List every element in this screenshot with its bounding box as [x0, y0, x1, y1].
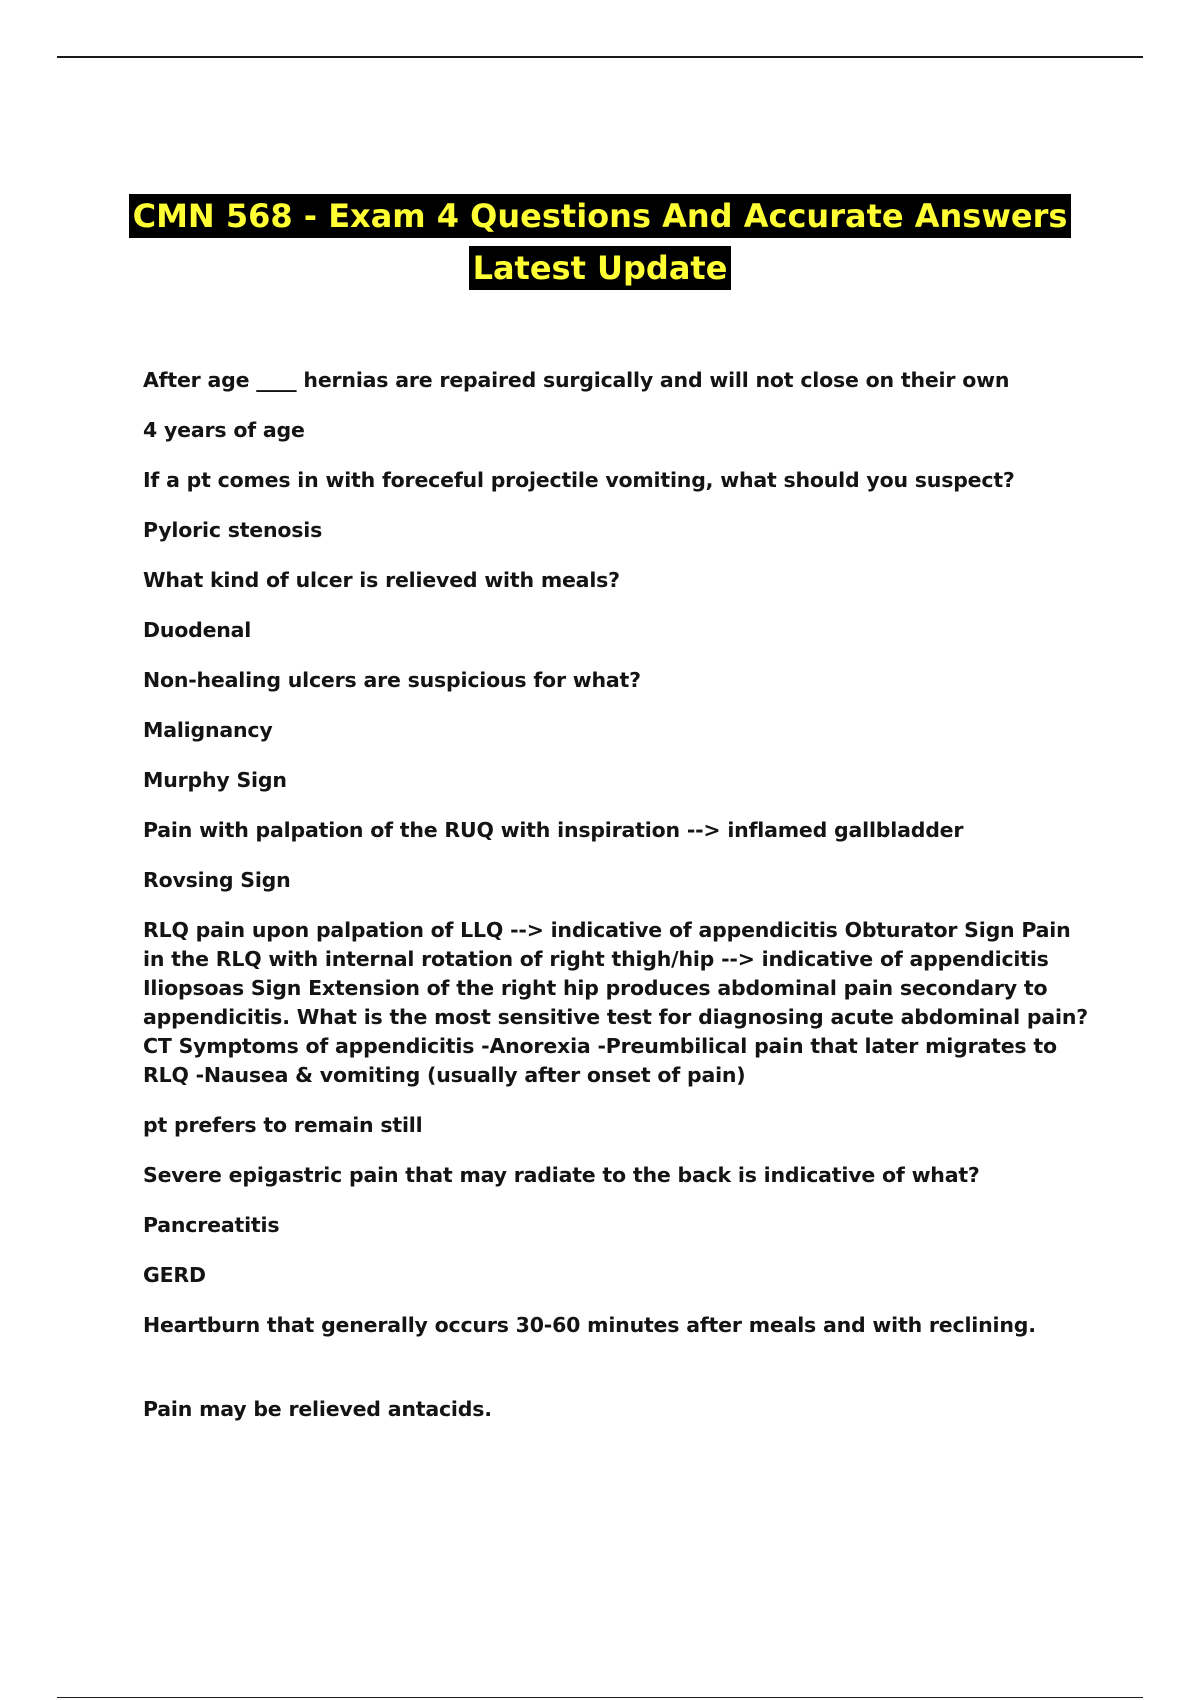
question-paragraph: Rovsing Sign	[143, 868, 291, 892]
question-paragraph: Non-healing ulcers are suspicious for what?	[143, 668, 641, 692]
document-title	[0, 194, 1200, 290]
answer-paragraph: Pain may be relieved antacids.	[143, 1397, 492, 1421]
answer-paragraph: Malignancy	[143, 718, 273, 742]
answer-paragraph: Pain with palpation of the RUQ with inspiration --> inflamed gallbladder	[143, 818, 964, 842]
question-paragraph: What kind of ulcer is relieved with meals?	[143, 568, 620, 592]
question-paragraph: Severe epigastric pain that may radiate to the back is indicative of what?	[143, 1163, 980, 1187]
answer-paragraph: pt prefers to remain still	[143, 1113, 423, 1137]
document-body	[143, 366, 1088, 1445]
answer-paragraph: Pyloric stenosis	[143, 518, 323, 542]
question-paragraph: GERD	[143, 1263, 206, 1287]
question-paragraph: After age ____ hernias are repaired surgically and will not close on their own	[143, 368, 1010, 392]
question-paragraph: If a pt comes in with foreceful projectile vomiting, what should you suspect?	[143, 468, 1015, 492]
answer-paragraph: Heartburn that generally occurs 30-60 minutes after meals and with reclining.	[143, 1313, 1036, 1337]
bottom-rule	[57, 1697, 1143, 1698]
question-paragraph: Murphy Sign	[143, 768, 287, 792]
top-rule	[57, 56, 1143, 58]
title-line-1: CMN 568 - Exam 4 Questions And Accurate Answers	[129, 194, 1072, 238]
answer-paragraph: Pancreatitis	[143, 1213, 280, 1237]
answer-paragraph: 4 years of age	[143, 418, 305, 442]
answer-paragraph: Duodenal	[143, 618, 252, 642]
title-line-2: Latest Update	[469, 246, 732, 290]
answer-paragraph: RLQ pain upon palpation of LLQ --> indicative of appendicitis Obturator Sign Pain in the RLQ with internal rotation of right thigh/hip --> indicative of appendicitis Iliopsoas Sign Extension of the right hip produces abdominal pain secondary to appendicitis. What is the most sensitive test for diagnosing acute abdominal pain? CT Symptoms of appendicitis -Anorexia -Preumbilical pain that later migrates to RLQ -Nausea & vomiting (usually after onset of pain)	[143, 918, 1088, 1087]
